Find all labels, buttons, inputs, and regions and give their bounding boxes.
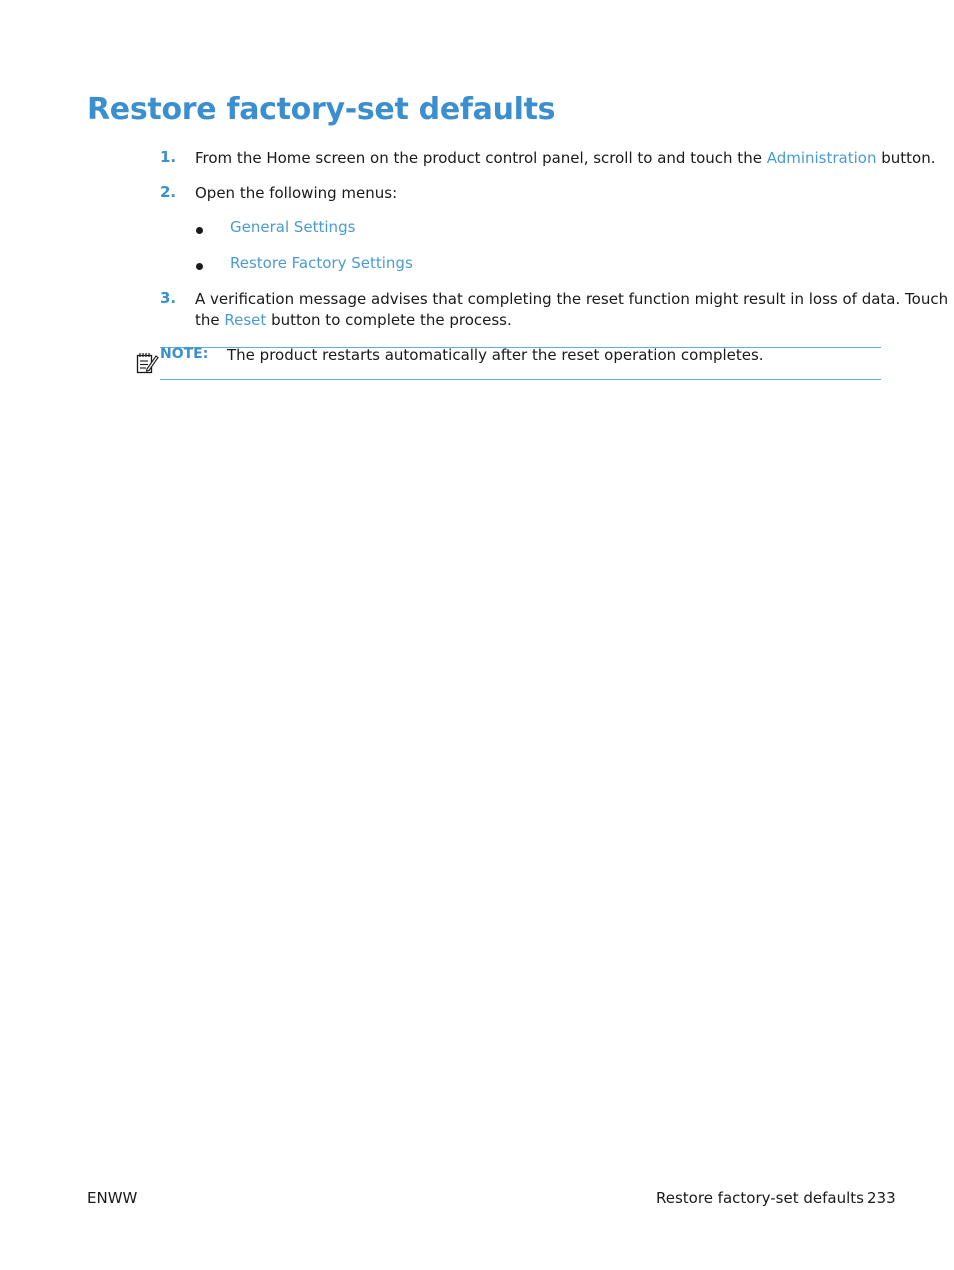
step-number: 3.: [160, 289, 177, 307]
step-text-before: From the Home screen on the product control panel, scroll to and touch the: [195, 149, 767, 167]
bullet-icon: [196, 227, 203, 234]
step-text: [195, 148, 935, 169]
step-text-after: button.: [876, 149, 936, 167]
page-number: 233: [867, 1189, 896, 1207]
step-text-before: the: [195, 311, 225, 329]
note-bottom-rule: [160, 379, 881, 380]
note-icon: [135, 350, 159, 374]
footer-left: ENWW: [87, 1189, 138, 1207]
administration-link[interactable]: Administration: [766, 149, 877, 167]
bullet-icon: [196, 263, 203, 270]
page-title: Restore factory-set defaults: [87, 92, 556, 127]
step-text-line-2: [195, 310, 512, 331]
step-text: Open the following menus:: [195, 184, 398, 202]
note-label: NOTE:: [160, 346, 209, 362]
step-number: 1.: [160, 148, 177, 166]
general-settings-link[interactable]: General Settings: [230, 218, 356, 236]
step-number: 2.: [160, 183, 177, 201]
step-text-line-1: A verification message advises that completing the reset function might result in loss of data. Touch: [195, 290, 949, 308]
note-text: The product restarts automatically after the reset operation completes.: [227, 346, 764, 364]
reset-link[interactable]: Reset: [224, 311, 267, 329]
footer-section-title: Restore factory-set defaults: [656, 1189, 864, 1207]
restore-factory-settings-link[interactable]: Restore Factory Settings: [230, 254, 413, 272]
step-text-after: button to complete the process.: [266, 311, 512, 329]
